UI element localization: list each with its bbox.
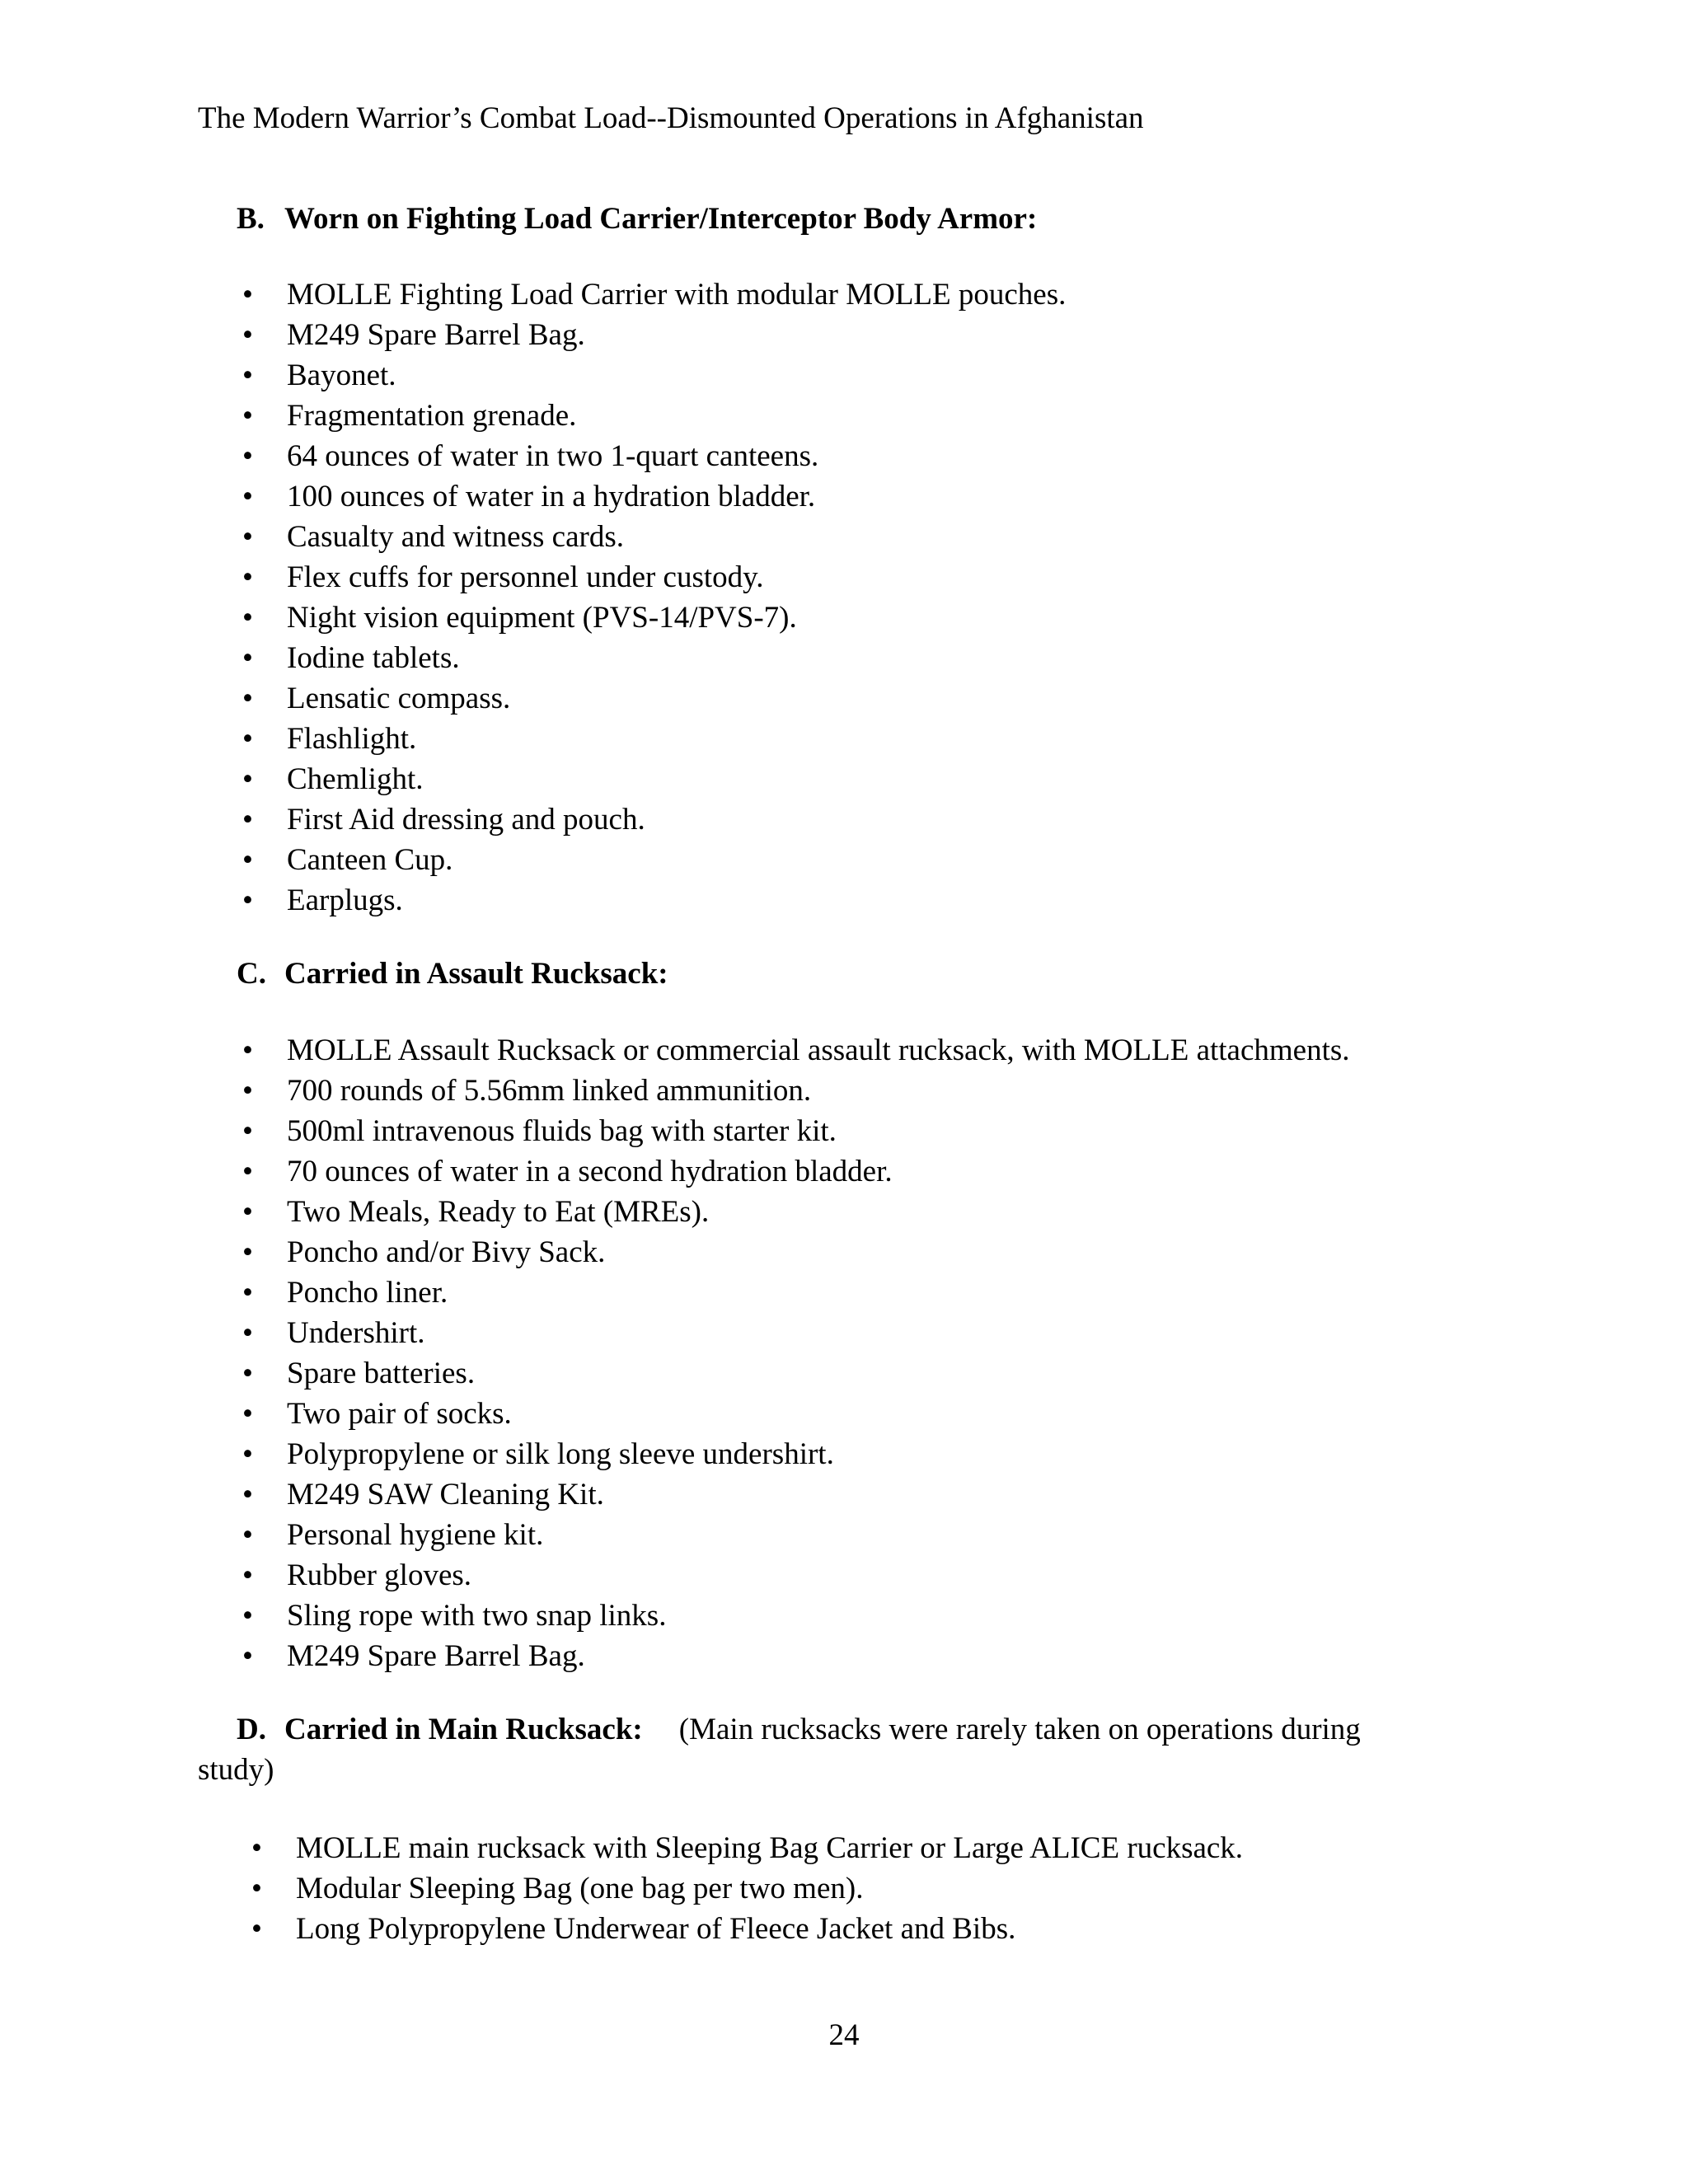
- list-item-text: Iodine tablets.: [287, 641, 460, 675]
- list-item: [242, 759, 1066, 799]
- bullet-icon: •: [242, 883, 253, 917]
- bullet-icon: •: [242, 1195, 253, 1229]
- list-item: [242, 1636, 1350, 1676]
- list-item: [242, 315, 1066, 355]
- bullet-icon: •: [242, 278, 253, 312]
- bullet-icon: •: [242, 722, 253, 756]
- bullet-icon: •: [242, 1558, 253, 1592]
- list-item: [242, 1474, 1350, 1515]
- bullet-icon: •: [242, 1639, 253, 1673]
- list-item: [242, 1555, 1350, 1596]
- list-item-text: Undershirt.: [287, 1316, 425, 1350]
- list-item-text: 100 ounces of water in a hydration bladder.: [287, 480, 816, 513]
- bullet-icon: •: [242, 682, 253, 715]
- list-item: [251, 1868, 1243, 1909]
- list-item: [242, 1151, 1350, 1192]
- list-item: [251, 1909, 1243, 1949]
- bullet-icon: •: [242, 1276, 253, 1310]
- bullet-icon: •: [242, 1316, 253, 1350]
- list-item-text: Flex cuffs for personnel under custody.: [287, 560, 764, 594]
- bullet-icon: •: [242, 1357, 253, 1390]
- bullet-icon: •: [242, 762, 253, 796]
- list-item: [242, 1030, 1350, 1071]
- bullet-icon: •: [242, 480, 253, 513]
- list-item-text: Earplugs.: [287, 883, 403, 917]
- list-item-text: Bayonet.: [287, 359, 396, 392]
- page-number: 24: [828, 2018, 860, 2052]
- list-item: [242, 476, 1066, 517]
- list-item-text: MOLLE Fighting Load Carrier with modular MOLLE pouches.: [287, 278, 1067, 312]
- bullet-icon: •: [242, 1397, 253, 1431]
- bullet-icon: •: [242, 439, 253, 473]
- list-item-text: Poncho and/or Bivy Sack.: [287, 1235, 606, 1269]
- list-item: [242, 638, 1066, 678]
- bullet-icon: •: [242, 560, 253, 594]
- list-item-text: Night vision equipment (PVS-14/PVS-7).: [287, 601, 797, 635]
- bullet-icon: •: [251, 1872, 262, 1905]
- list-item: [242, 1313, 1350, 1353]
- list-item-text: MOLLE Assault Rucksack or commercial assault rucksack, with MOLLE attachments.: [287, 1033, 1350, 1067]
- section-d-list: [251, 1828, 1244, 1949]
- bullet-icon: •: [242, 1518, 253, 1552]
- list-item-text: MOLLE main rucksack with Sleeping Bag Carrier or Large ALICE rucksack.: [296, 1831, 1244, 1865]
- list-item-text: Chemlight.: [287, 762, 424, 796]
- bullet-icon: •: [242, 641, 253, 675]
- list-item: [242, 719, 1066, 759]
- section-b-heading: [237, 199, 1037, 239]
- section-d-note-line1: (Main rucksacks were rarely taken on operations during: [678, 1713, 1361, 1746]
- list-item: [242, 355, 1066, 396]
- list-item-text: 64 ounces of water in two 1-quart canteens.: [287, 439, 819, 473]
- list-item: [242, 1192, 1350, 1232]
- list-item: [242, 1394, 1350, 1434]
- section-c-letter: C.: [237, 957, 266, 991]
- section-b-title: Worn on Fighting Load Carrier/Interceptor Body Armor:: [284, 202, 1038, 236]
- bullet-icon: •: [242, 1074, 253, 1108]
- bullet-icon: •: [242, 1437, 253, 1471]
- list-item-text: Long Polypropylene Underwear of Fleece Jacket and Bibs.: [296, 1912, 1016, 1946]
- bullet-icon: •: [242, 318, 253, 352]
- list-item: [242, 840, 1066, 880]
- list-item-text: Modular Sleeping Bag (one bag per two men).: [296, 1872, 864, 1905]
- bullet-icon: •: [251, 1912, 262, 1946]
- list-item-text: Two Meals, Ready to Eat (MREs).: [287, 1195, 710, 1229]
- list-item: [242, 517, 1066, 557]
- list-item-text: Two pair of socks.: [287, 1397, 512, 1431]
- bullet-icon: •: [242, 359, 253, 392]
- bullet-icon: •: [242, 1478, 253, 1511]
- bullet-icon: •: [242, 1033, 253, 1067]
- bullet-icon: •: [242, 1155, 253, 1188]
- list-item: [242, 557, 1066, 598]
- section-d-letter: D.: [237, 1713, 266, 1746]
- section-d-title: Carried in Main Rucksack:: [284, 1713, 643, 1746]
- bullet-icon: •: [242, 1114, 253, 1148]
- list-item-text: Polypropylene or silk long sleeve undershirt.: [287, 1437, 834, 1471]
- list-item: [242, 880, 1066, 921]
- bullet-icon: •: [242, 520, 253, 554]
- section-d-note-line2: study): [198, 1753, 274, 1787]
- list-item-text: 700 rounds of 5.56mm linked ammunition.: [287, 1074, 812, 1108]
- section-b-letter: B.: [237, 202, 265, 236]
- list-item: [242, 1111, 1350, 1151]
- list-item-text: Flashlight.: [287, 722, 417, 756]
- bullet-icon: •: [242, 1599, 253, 1633]
- list-item: [242, 1071, 1350, 1111]
- list-item-text: 70 ounces of water in a second hydration bladder.: [287, 1155, 893, 1188]
- running-header: The Modern Warrior’s Combat Load--Dismounted Operations in Afghanistan: [198, 101, 1144, 135]
- section-d-heading-line: [198, 1709, 1451, 1750]
- bullet-icon: •: [242, 803, 253, 837]
- list-item-text: Spare batteries.: [287, 1357, 476, 1390]
- section-d-heading: [198, 1709, 1451, 1790]
- list-item-text: First Aid dressing and pouch.: [287, 803, 645, 837]
- list-item: [242, 598, 1066, 638]
- section-c-heading: [237, 954, 668, 994]
- section-c-list: [242, 1030, 1350, 1676]
- bullet-icon: •: [242, 843, 253, 877]
- list-item: [251, 1828, 1244, 1868]
- list-item: [242, 396, 1066, 436]
- bullet-icon: •: [242, 601, 253, 635]
- list-item-text: Poncho liner.: [287, 1276, 448, 1310]
- list-item-text: 500ml intravenous fluids bag with starter kit.: [287, 1114, 837, 1148]
- list-item: [242, 1272, 1350, 1313]
- list-item: [242, 678, 1066, 719]
- list-item: [242, 274, 1067, 315]
- list-item-text: Canteen Cup.: [287, 843, 453, 877]
- list-item-text: Rubber gloves.: [287, 1558, 472, 1592]
- list-item: [242, 436, 1066, 476]
- section-c-title: Carried in Assault Rucksack:: [284, 957, 668, 991]
- list-item: [242, 1434, 1350, 1474]
- list-item-text: M249 Spare Barrel Bag.: [287, 318, 585, 352]
- list-item: [242, 1596, 1350, 1636]
- list-item-text: Lensatic compass.: [287, 682, 511, 715]
- list-item: [242, 1232, 1350, 1272]
- list-item-text: M249 Spare Barrel Bag.: [287, 1639, 585, 1673]
- list-item-text: M249 SAW Cleaning Kit.: [287, 1478, 604, 1511]
- list-item-text: Casualty and witness cards.: [287, 520, 624, 554]
- bullet-icon: •: [242, 1235, 253, 1269]
- list-item-text: Fragmentation grenade.: [287, 399, 577, 433]
- bullet-icon: •: [251, 1831, 262, 1865]
- list-item-text: Personal hygiene kit.: [287, 1518, 544, 1552]
- list-item: [242, 799, 1066, 840]
- list-item: [242, 1515, 1350, 1555]
- bullet-icon: •: [242, 399, 253, 433]
- list-item: [242, 1353, 1350, 1394]
- list-item-text: Sling rope with two snap links.: [287, 1599, 667, 1633]
- section-b-list: [242, 274, 1067, 921]
